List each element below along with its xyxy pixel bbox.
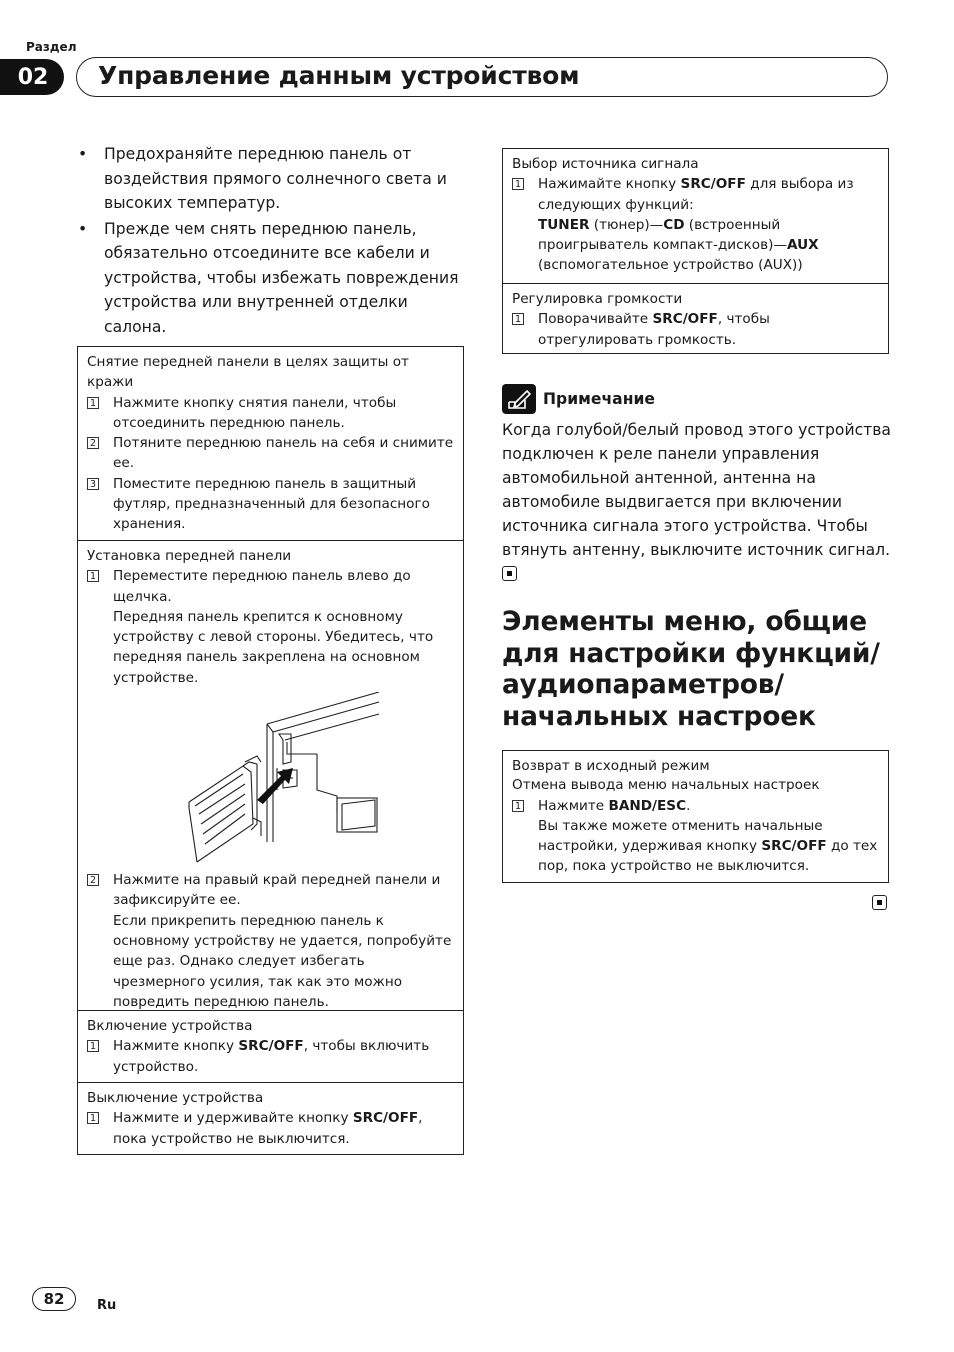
step-item: 1 Нажимайте кнопку SRC/OFF для выбора из следующих функций: TUNER (тюнер)—CD (встроенный проигрыватель компакт-дисков)—AUX (вспомогательное устройство (AUX)): [512, 174, 879, 275]
page-number: 82: [32, 1287, 76, 1311]
panel-install-illustration: [87, 692, 454, 870]
install-panel-cell: [78, 540, 463, 1010]
panel-install-diagram: [187, 692, 407, 867]
install-panel-title: Установка передней панели: [87, 548, 292, 564]
section-label: Раздел: [26, 40, 77, 54]
step-item: 1 Поворачивайте SRC/OFF, чтобы отрегулировать громкость.: [512, 309, 879, 350]
left-instruction-table: [77, 346, 464, 1155]
remove-panel-cell: [78, 347, 463, 540]
page-title: Управление данным устройством: [98, 61, 580, 90]
language-code: Ru: [97, 1298, 117, 1313]
section-heading: Элементы меню, общие для настройки функций/ аудиопараметров/ начальных настроек: [502, 606, 880, 732]
note-label: Примечание: [543, 390, 655, 408]
bullet-text: Прежде чем снять переднюю панель, обязательно отсоедините все кабели и устройства, чтобы избежать повреждения устройства или внутренней отделки салона.: [104, 219, 459, 336]
power-off-cell: Выключение устройства 1 Нажмите и удерживайте кнопку SRC/OFF, пока устройство не выключится.: [78, 1082, 463, 1155]
step-item: 1 Нажмите BAND/ESC. Вы также можете отменить начальные настройки, удерживая кнопку SRC/OFF до тех пор, пока устройство не выключится.: [512, 796, 879, 877]
bullet-list: [78, 142, 466, 339]
step-item: 1 Нажмите кнопку SRC/OFF, чтобы включить устройство.: [87, 1036, 454, 1077]
menu-cell: Возврат в исходный режим Отмена вывода меню начальных настроек 1 Нажмите BAND/ESC. Вы также можете отменить начальные настройки, удерживая кнопку SRC/OFF до тех пор, пока устройство не выключится.: [503, 751, 888, 883]
step-item: 2 Потяните переднюю панель на себя и снимите ее.: [87, 433, 454, 474]
pencil-note-icon: [502, 384, 536, 414]
end-mark-icon: [872, 895, 887, 910]
step-item: 1 Нажмите и удерживайте кнопку SRC/OFF, пока устройство не выключится.: [87, 1108, 454, 1149]
bullet-text: Предохраняйте переднюю панель от воздействия прямого солнечного света и высоких температур.: [104, 145, 447, 212]
right-instruction-table: [502, 148, 889, 354]
remove-panel-title: Снятие передней панели в целях защиты от кражи: [87, 354, 409, 391]
step-item: 3 Поместите переднюю панель в защитный футляр, предназначенный для безопасного хранения.: [87, 474, 454, 535]
step-item: 2 Нажмите на правый край передней панели и зафиксируйте ее. Если прикрепить переднюю панель к основному устройству не удается, попробуйте еще раз. Однако следует избегать чрезмерного усилия, так как это можно повредить переднюю панель.: [87, 870, 454, 1012]
note-text: Когда голубой/белый провод этого устройства подключен к реле панели управления автомобильной антенной, антенна на автомобиле выдвигается при включении источника сигнала этого устройства. Чтобы втянуть антенну, выключите источник сигнал.: [502, 418, 894, 586]
bullet-item: • Прежде чем снять переднюю панель, обязательно отсоедините все кабели и устройства, чтобы избежать повреждения устройства или внутренней отделки салона.: [78, 219, 459, 336]
end-mark-icon: [502, 566, 517, 581]
step-item: 1 Нажмите кнопку снятия панели, чтобы отсоединить переднюю панель.: [87, 393, 454, 434]
volume-cell: Регулировка громкости 1 Поворачивайте SRC/OFF, чтобы отрегулировать громкость.: [503, 283, 888, 356]
section-number-badge: 02: [0, 59, 64, 95]
note-header: [502, 384, 655, 414]
bullet-item: • Предохраняйте переднюю панель от воздействия прямого солнечного света и высоких температур.: [78, 145, 447, 212]
source-select-cell: Выбор источника сигнала 1 Нажимайте кнопку SRC/OFF для выбора из следующих функций: TUNER (тюнер)—CD (встроенный проигрыватель компакт-дисков)—AUX (вспомогательное устройство (AUX)): [503, 149, 888, 283]
menu-instruction-table: [502, 750, 889, 883]
power-on-cell: Включение устройства 1 Нажмите кнопку SRC/OFF, чтобы включить устройство.: [78, 1010, 463, 1082]
step-item: 1 Переместите переднюю панель влево до щелчка. Передняя панель крепится к основному устройству с левой стороны. Убедитесь, что передняя панель закреплена на основном устройстве.: [87, 566, 454, 688]
